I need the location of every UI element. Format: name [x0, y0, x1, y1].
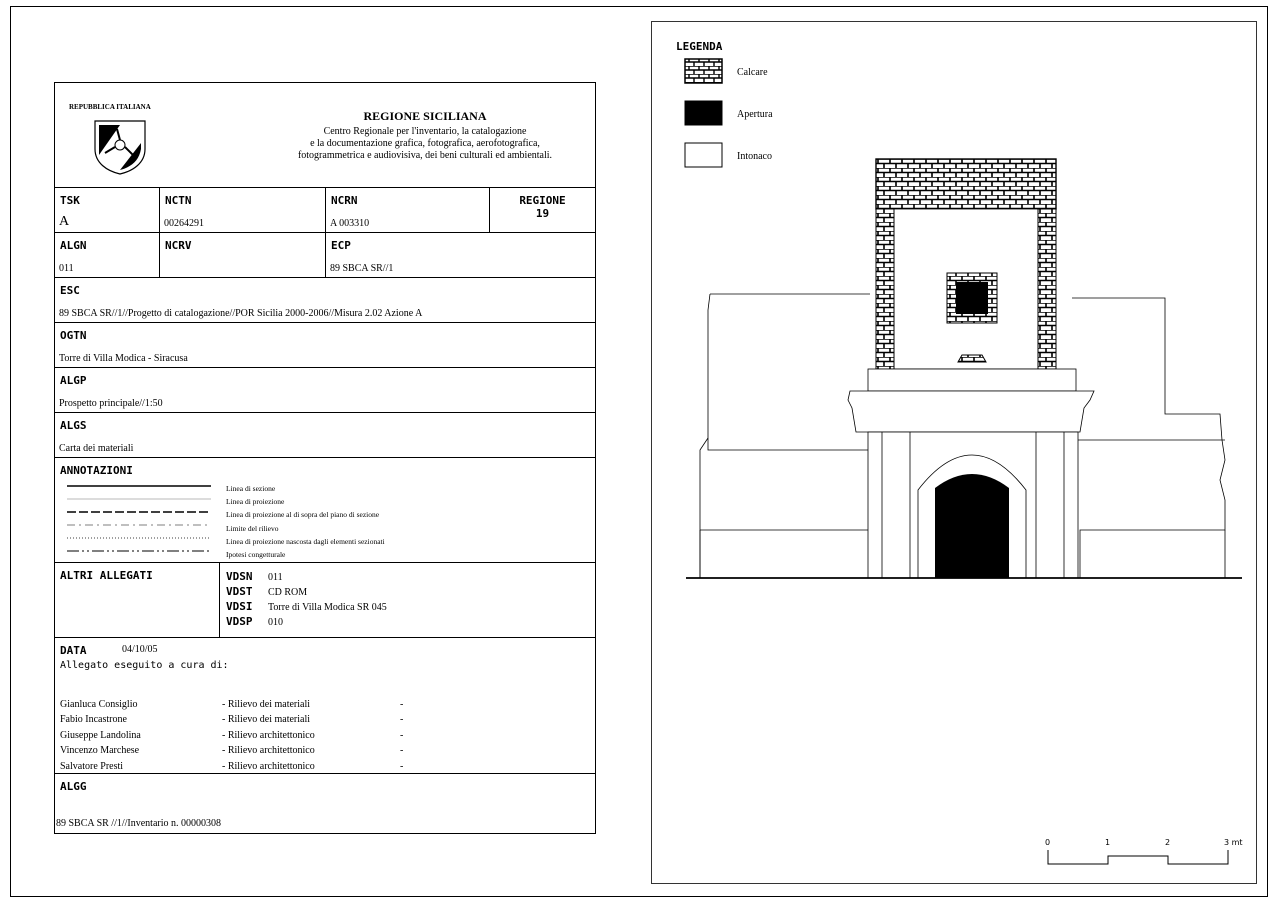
row-algn	[55, 232, 595, 277]
catalogue-card	[54, 82, 596, 834]
vdsi-value: Torre di Villa Modica SR 045	[268, 602, 387, 613]
row-annotazioni	[55, 457, 595, 562]
nctn-label: NCTN	[165, 194, 192, 207]
ecp-label: ECP	[331, 239, 351, 252]
cell-ncrv	[160, 233, 326, 277]
vdst-value: CD ROM	[268, 587, 308, 598]
person-name: Giuseppe Landolina	[60, 729, 141, 741]
annotazione-item: Linea di proiezione al di sopra del piano di sezione	[226, 510, 380, 520]
data-label: DATA	[60, 644, 87, 657]
scale-tick-1: 1	[1105, 838, 1111, 847]
legend-apertura: Apertura	[737, 109, 773, 120]
apertura-swatch	[685, 101, 722, 125]
person-role: - Rilievo architettonico	[222, 760, 315, 772]
row-esc	[55, 277, 595, 322]
algg-label: ALGG	[60, 780, 87, 793]
esc-label: ESC	[60, 284, 80, 297]
annotazioni-list	[226, 482, 385, 561]
data-cura: Allegato eseguito a cura di:	[60, 660, 229, 671]
row-algg	[55, 773, 595, 833]
tsk-label: TSK	[60, 194, 80, 207]
annotazione-item: Linea di sezione	[226, 484, 276, 493]
regione-label: REGIONE	[519, 194, 566, 207]
person-name: Salvatore Presti	[60, 760, 124, 772]
republic-label: REPUBBLICA ITALIANA	[69, 103, 151, 111]
cell-nctn	[160, 188, 326, 232]
person-role: - Rilievo dei materiali	[222, 714, 311, 726]
ogtn-label: OGTN	[60, 329, 87, 342]
vdsn-code: VDSN	[226, 570, 253, 583]
tsk-value: A	[59, 214, 70, 229]
annotazione-item: Ipotesi congetturale	[226, 550, 286, 560]
cell-allegati-items	[220, 563, 595, 637]
scale-tick-0: 0	[1045, 838, 1051, 847]
people-roles	[222, 697, 315, 774]
esc-value: 89 SBCA SR//1//Progetto di catalogazione//POR Sicilia 2000-2006//Misura 2.02 Azione A	[59, 308, 423, 319]
person-dash: -	[400, 745, 404, 757]
row-data	[55, 637, 595, 773]
row-allegati	[55, 562, 595, 637]
region-desc-3: fotogrammetrica e audiovisiva, dei beni culturali ed ambientali.	[297, 150, 553, 161]
person-dash: -	[400, 714, 404, 726]
person-role: - Rilievo architettonico	[222, 745, 315, 757]
region-desc-2: e la documentazione grafica, fotografica, aerofotografica,	[310, 138, 540, 149]
algp-value: Prospetto principale//1:50	[59, 398, 163, 409]
annotazione-item: Linea di proiezione nascosta dagli elementi sezionati	[226, 536, 385, 546]
person-dash: -	[400, 729, 404, 741]
card-header	[55, 83, 595, 187]
allegati-label: ALTRI ALLEGATI	[60, 569, 153, 582]
regione-value: 19	[535, 207, 550, 220]
person-dash: -	[400, 699, 404, 710]
scale-bar	[1040, 848, 1240, 868]
person-role: - Rilievo architettonico	[222, 729, 315, 741]
cell-ncrn	[326, 188, 490, 232]
calcare-swatch	[685, 59, 722, 83]
row-ogtn	[55, 322, 595, 367]
allegati-list	[226, 569, 387, 629]
algs-value: Carta dei materiali	[59, 443, 134, 454]
data-date: 04/10/05	[122, 644, 158, 655]
ncrv-label: NCRV	[165, 239, 192, 252]
vdsn-value: 011	[268, 572, 283, 583]
tower-elevation-drawing	[680, 150, 1250, 590]
ogtn-value: Torre di Villa Modica - Siracusa	[59, 353, 188, 364]
person-name: Vincenzo Marchese	[60, 745, 140, 757]
algn-value: 011	[59, 263, 74, 274]
cell-tsk	[55, 188, 160, 232]
vdsp-value: 010	[268, 617, 283, 628]
person-role: - Rilievo dei materiali	[222, 699, 311, 710]
algn-label: ALGN	[60, 239, 87, 252]
person-name: Gianluca Consiglio	[60, 699, 138, 710]
legend-calcare: Calcare	[737, 67, 768, 78]
algp-label: ALGP	[60, 374, 87, 387]
people-dashes	[400, 697, 403, 774]
region-title: REGIONE SICILIANA	[363, 109, 487, 123]
region-desc-1: Centro Regionale per l'inventario, la catalogazione	[323, 126, 527, 137]
algs-label: ALGS	[60, 419, 87, 432]
vdsp-code: VDSP	[226, 615, 253, 628]
scale-tick-3: 3 mt	[1224, 838, 1243, 847]
annotazione-item: Limite del rilievo	[226, 523, 279, 533]
vdst-code: VDST	[226, 585, 253, 598]
line-samples	[65, 482, 215, 560]
nctn-value: 00264291	[164, 218, 204, 229]
annotazioni-label: ANNOTAZIONI	[60, 464, 133, 477]
ncrn-value: A 003310	[330, 218, 370, 229]
legend-title: LEGENDA	[676, 40, 723, 53]
cell-allegati-label	[55, 563, 220, 637]
algg-value: 89 SBCA SR //1//Inventario n. 00000308	[56, 818, 222, 829]
annotazione-item: Linea di proiezione	[226, 497, 285, 507]
header-text	[275, 109, 575, 162]
row-tsk	[55, 187, 595, 232]
person-dash: -	[400, 760, 404, 772]
cell-algn	[55, 233, 160, 277]
sicily-emblem-icon	[93, 119, 147, 175]
legend-intonaco: Intonaco	[737, 151, 772, 162]
row-algs	[55, 412, 595, 457]
cell-regione	[490, 188, 595, 232]
cell-ecp	[326, 233, 595, 277]
scale-tick-2: 2	[1165, 838, 1171, 847]
vdsi-code: VDSI	[226, 600, 253, 613]
people-names	[60, 697, 141, 774]
ecp-value: 89 SBCA SR//1	[330, 263, 394, 274]
ncrn-label: NCRN	[331, 194, 358, 207]
person-name: Fabio Incastrone	[60, 714, 127, 726]
row-algp	[55, 367, 595, 412]
